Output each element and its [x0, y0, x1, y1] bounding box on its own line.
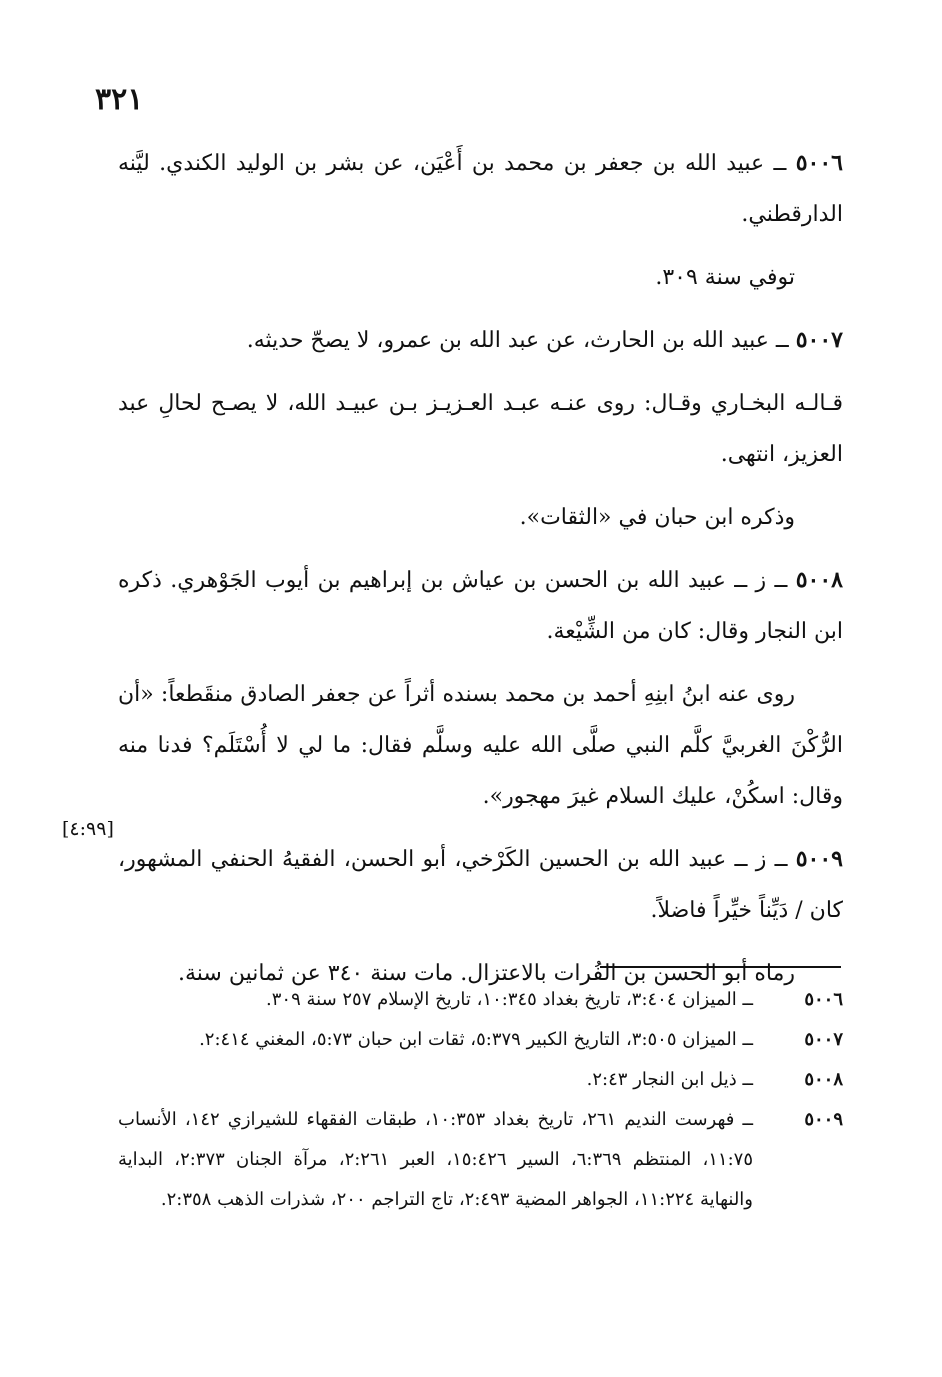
footnote-number: ٥٠٠٩: [804, 1109, 843, 1130]
entry-5007-para: وذكره ابن حبان في «الثقات».: [519, 505, 795, 530]
footnote-text: ــ الميزان ٣:٥٠٥، التاريخ الكبير ٥:٣٧٩، ثقات ابن حبان ٥:٧٣، المغني ٢:٤١٤.: [199, 1029, 753, 1050]
footnote: [118, 1020, 843, 1060]
entry-number: ٥٠٠٧: [795, 327, 843, 353]
footnote-text: ــ الميزان ٣:٤٠٤، تاريخ بغداد ١٠:٣٤٥، تاريخ الإسلام ٢٥٧ سنة ٣٠٩.: [266, 989, 753, 1010]
footnote-number: ٥٠٠٦: [804, 989, 843, 1010]
entry-number: ٥٠٠٩: [795, 846, 843, 872]
entry-5008-para: روى عنه ابنُ ابنِهِ أحمد بن محمد بسنده أثراً عن جعفر الصادق منقَطعاً: «أن الرُّكْنَ الغربيَّ كلَّم النبي صلَّى الله عليه وسلَّم فقال: ما لي لا أُسْتَلَم؟ فدنا منه وقال: اسكُنْ، عليك السلام غيرَ مهجور».: [118, 682, 843, 809]
entry-5007-para: قـالـه البخـاري وقـال: روى عنـه عبـد العـزيـز بـن عبيـد الله، لا يصـح لحالِ عبد العزيز، انتهى.: [118, 391, 843, 467]
footnote-number: ٥٠٠٧: [804, 1029, 843, 1050]
footnote-text: ــ ذيل ابن النجار ٢:٤٣.: [586, 1069, 753, 1090]
footnote: [118, 980, 843, 1020]
entry-text: ــ ز ــ عبيد الله بن الحسن بن عياش بن إبراهيم بن أيوب الجَوْهري. ذكره ابن النجار وقال: كان من الشِّيْعة.: [118, 568, 843, 644]
entry-text: ــ ز ــ عبيد الله بن الحسين الكَرْخي، أبو الحسن، الفقيهُ الحنفي المشهور، كان / دَيِّناً خيِّراً فاضلاً.: [118, 847, 843, 923]
marginal-reference: [٤:٩٩]: [62, 818, 114, 840]
entry-text: ــ عبيد الله بن الحارث، عن عبد الله بن عمرو، لا يصحّ حديثه.: [246, 328, 789, 353]
entry-number: ٥٠٠٨: [795, 567, 843, 593]
page-number: ٣٢١: [95, 82, 144, 117]
footnotes: [118, 980, 843, 1220]
footnote-divider: [600, 966, 841, 968]
footnote-text: ــ فهرست النديم ٢٦١، تاريخ بغداد ١٠:٣٥٣، طبقات الفقهاء للشيرازي ١٤٢، الأنساب ١١:٧٥، المنتظم ٦:٣٦٩، السير ١٥:٤٢٦، العبر ٢:٢٦١، مرآة الجنان ٢:٣٧٣، البداية والنهاية ١١:٢٢٤، الجواهر المضية ٢:٤٩٣، تاج التراجم ٢٠٠، شذرات الذهب ٢:٣٥٨.: [118, 1109, 754, 1210]
entry-5009-para: رماه أبو الحسن بن الفُرات بالاعتزال. مات سنة ٣٤٠ عن ثمانين سنة.: [177, 961, 795, 986]
entry-5006-heading: [118, 138, 843, 240]
entry-5008-heading: [118, 555, 843, 657]
entry-5006-para: توفي سنة ٣٠٩.: [655, 265, 795, 290]
footnote: [118, 1100, 843, 1220]
entry-number: ٥٠٠٦: [795, 150, 843, 176]
footnote-number: ٥٠٠٨: [804, 1069, 843, 1090]
entry-5009-heading: [118, 834, 843, 936]
main-text: [118, 138, 843, 1011]
entry-text: ــ عبيد الله بن جعفر بن محمد بن أَعْيَن، عن بشر بن الوليد الكندي. ليَّنه الدارقطني.: [118, 151, 843, 227]
entry-5007-heading: [118, 315, 843, 366]
footnote: [118, 1060, 843, 1100]
